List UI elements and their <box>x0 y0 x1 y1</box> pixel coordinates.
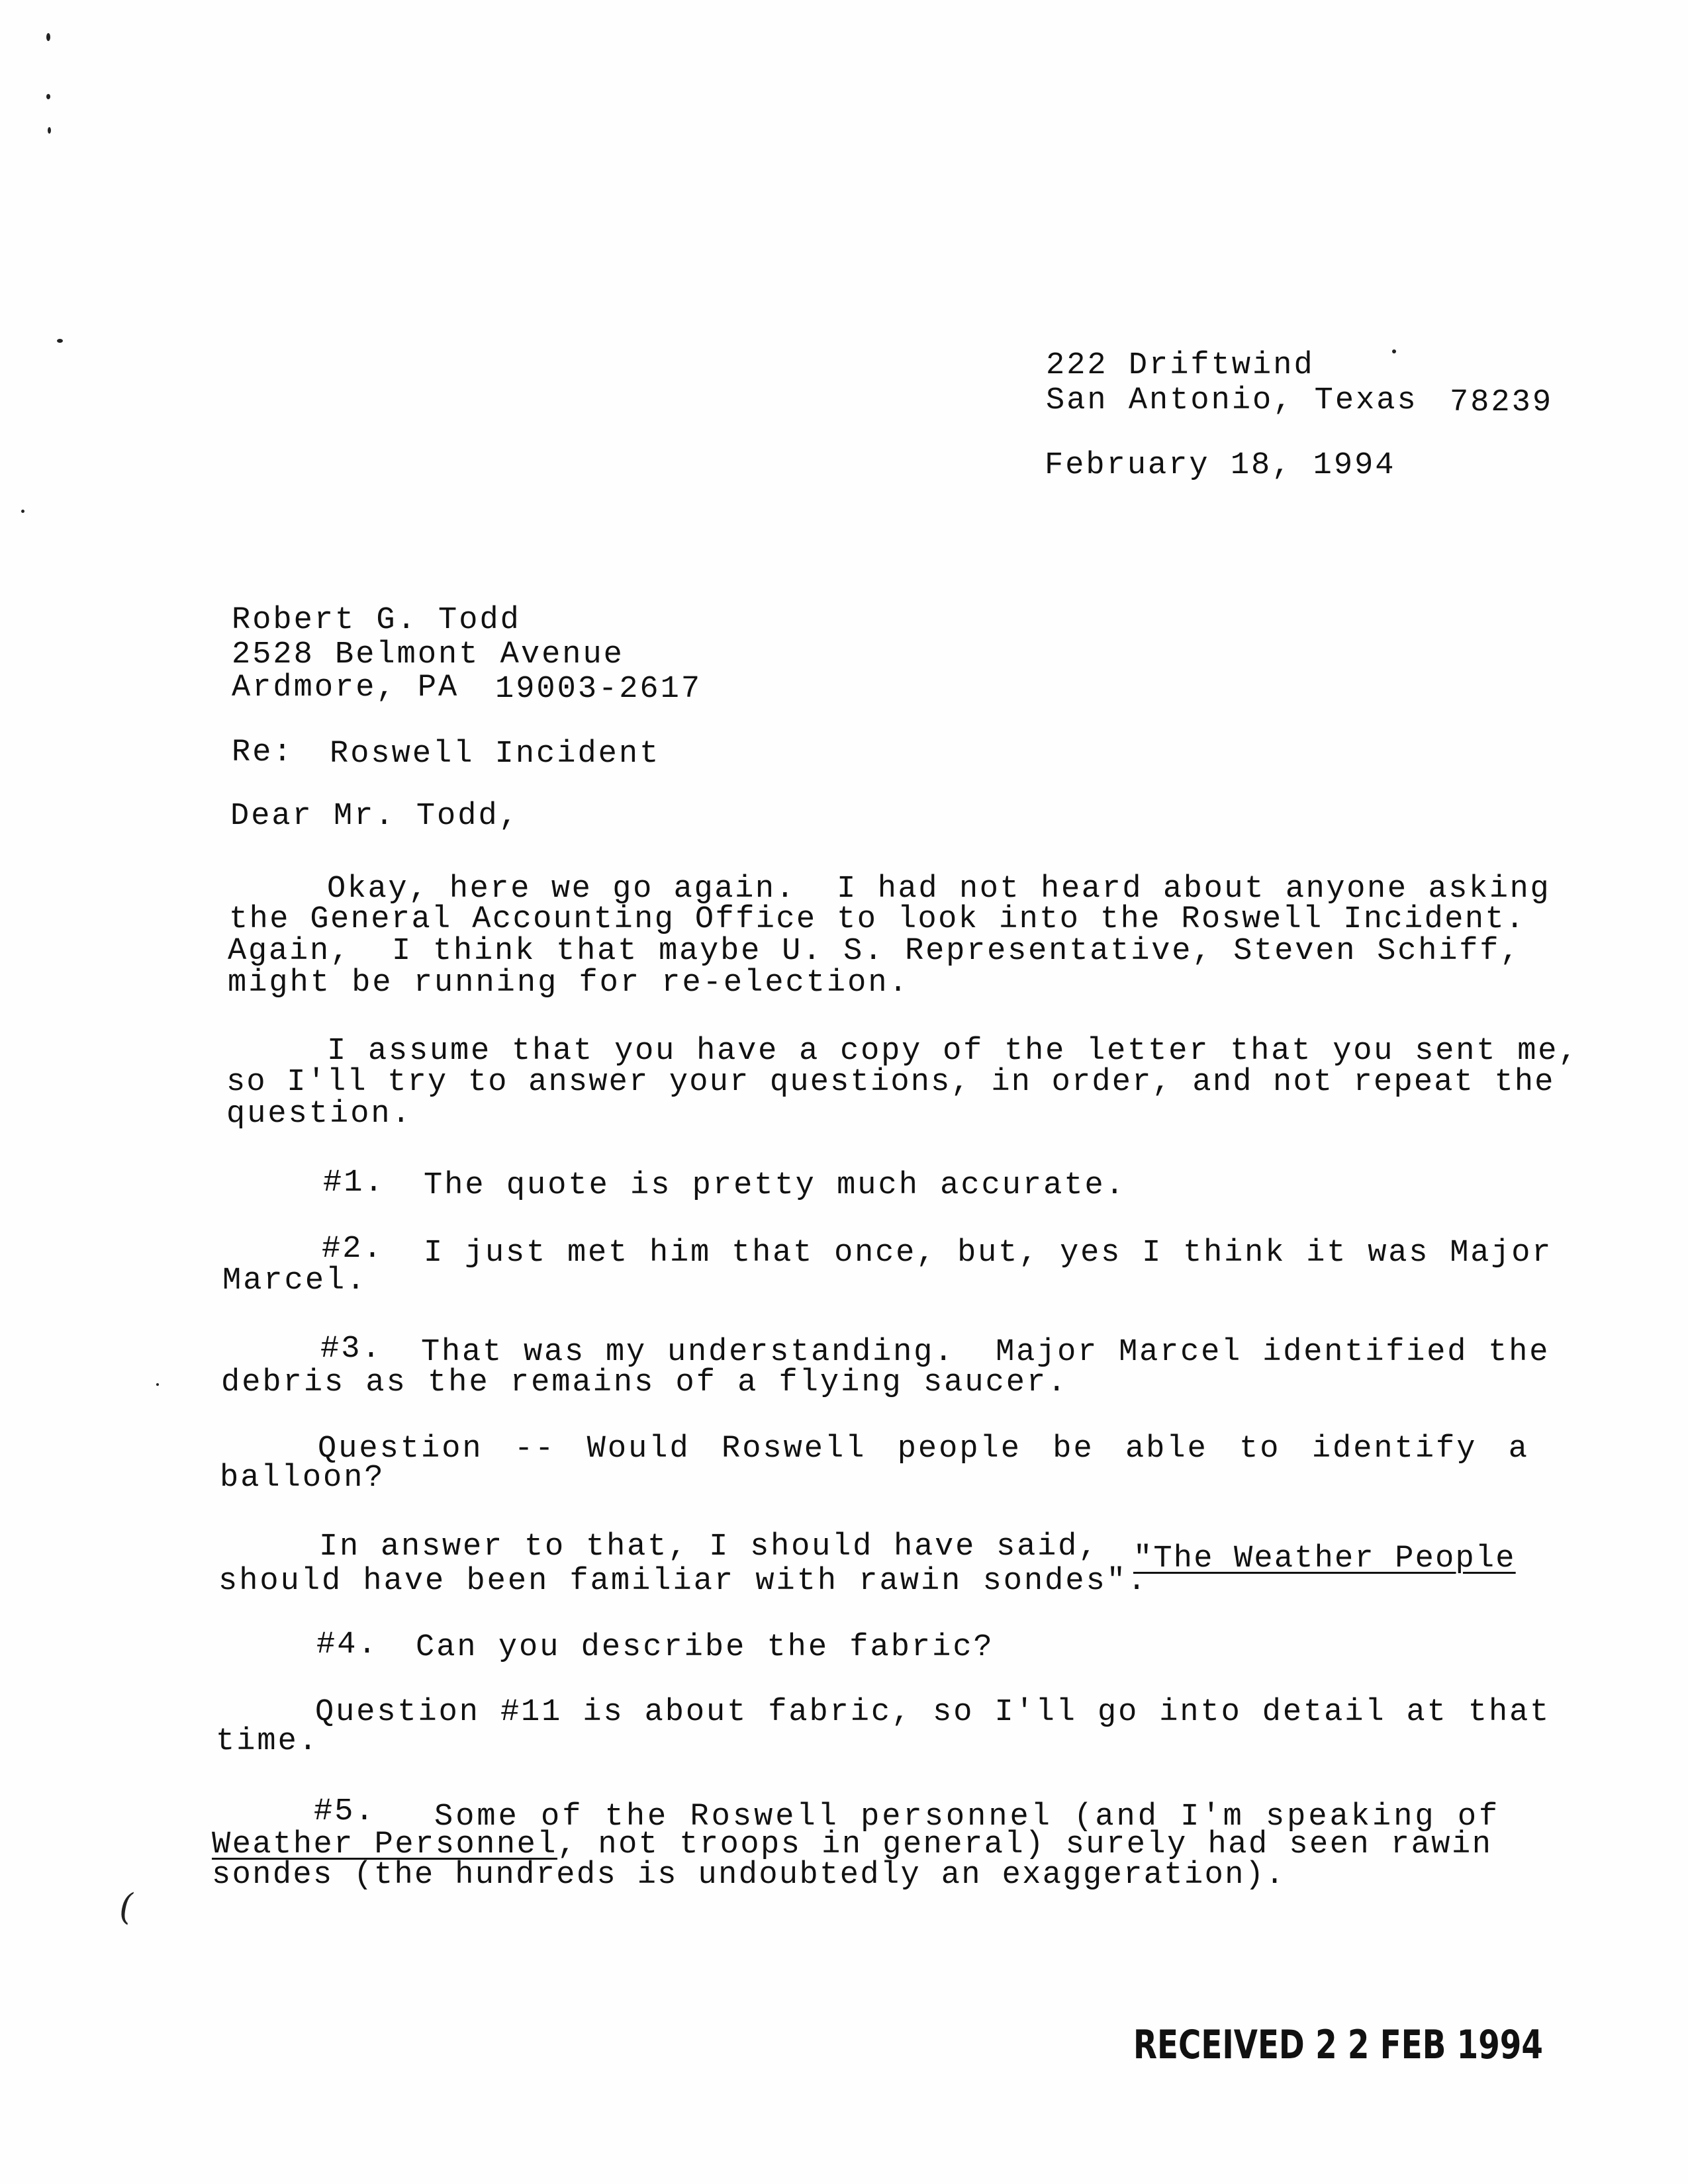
item-2-number: #2. <box>322 1232 384 1267</box>
recipient-zip: 19003-2617 <box>495 672 702 707</box>
item-4-number: #4. <box>316 1627 379 1662</box>
salutation: Dear Mr. Todd, <box>230 799 520 834</box>
balloon-question-line: balloon? <box>220 1461 385 1496</box>
sender-zip: 78239 <box>1450 385 1554 420</box>
paragraph-2-line: question. <box>226 1097 412 1132</box>
paragraph-1-line: the General Accounting Office to look into the Roswell Incident. <box>229 902 1526 937</box>
item-2-line: Marcel. <box>222 1263 367 1298</box>
paragraph-2-line: I assume that you have a copy of the letter that you sent me, <box>327 1034 1579 1069</box>
answer-line: In answer to that, I should have said, <box>319 1529 1100 1565</box>
scan-speck <box>156 1383 159 1386</box>
word: Question <box>318 1432 483 1467</box>
item-2-line: I just met him that once, but, yes I think it was Major <box>424 1236 1553 1271</box>
item-3-line: debris as the remains of a flying saucer. <box>221 1365 1068 1400</box>
sender-street: 222 Driftwind <box>1046 348 1315 383</box>
scan-speck <box>48 127 51 134</box>
item-3-number: #3. <box>320 1332 383 1367</box>
question-11-line: Question #11 is about fabric, so I'll go into detail at that <box>315 1695 1551 1730</box>
word: Roswell <box>721 1432 867 1467</box>
recipient-city-state: Ardmore, PA <box>232 670 459 705</box>
word: be <box>1053 1432 1094 1467</box>
answer-line: should have been familiar with rawin sondes". <box>218 1564 1149 1599</box>
re-subject: Roswell Incident <box>330 737 661 772</box>
word: people <box>897 1432 1021 1467</box>
item-1-text: The quote is pretty much accurate. <box>424 1168 1126 1203</box>
word: Would <box>586 1432 690 1467</box>
word: able <box>1125 1432 1208 1467</box>
margin-mark: ( <box>119 1886 134 1928</box>
item-5-number: #5. <box>314 1794 376 1829</box>
item-4-text: Can you describe the fabric? <box>416 1630 994 1665</box>
weather-personnel-underlined: Weather Personnel <box>212 1827 557 1862</box>
item-3-line: That was my understanding. Major Marcel identified the <box>421 1335 1550 1370</box>
scan-speck <box>46 94 50 99</box>
word: -- <box>514 1432 556 1467</box>
paragraph-1-line: might be running for re-election. <box>228 966 910 1001</box>
item-5-line: Some of the Roswell personnel (and I'm speaking of <box>434 1799 1501 1835</box>
letter-date: February 18, 1994 <box>1045 448 1396 483</box>
question-11-line: time. <box>216 1724 320 1759</box>
paragraph-2-line: so I'll try to answer your questions, in order, and not repeat the <box>226 1065 1555 1100</box>
word: to <box>1239 1432 1281 1467</box>
scan-speck <box>1392 349 1396 353</box>
received-stamp: RECEIVED 2 2 FEB 1994 <box>1133 2022 1543 2068</box>
paragraph-1-line: Again, I think that maybe U. S. Representative, Steven Schiff, <box>228 934 1521 969</box>
scan-speck <box>57 339 63 343</box>
item-5-line: sondes (the hundreds is undoubtedly an exaggeration). <box>212 1858 1286 1893</box>
recipient-name: Robert G. Todd <box>232 603 521 638</box>
word: a <box>1508 1432 1529 1467</box>
item-5-line-2-rest: , not troops in general) surely had seen rawin <box>557 1827 1493 1862</box>
paragraph-1-line: Okay, here we go again. I had not heard about anyone asking <box>327 872 1551 907</box>
sender-city-state: San Antonio, Texas <box>1046 383 1418 418</box>
re-label: Re: <box>232 735 294 770</box>
item-1-number: #1. <box>323 1165 385 1201</box>
answer-underlined-phrase: "The Weather People <box>1133 1541 1516 1576</box>
scan-speck <box>46 33 50 41</box>
scan-speck <box>21 510 24 513</box>
word: identify <box>1311 1432 1477 1467</box>
balloon-question-line <box>318 1432 1529 1467</box>
recipient-street: 2528 Belmont Avenue <box>232 637 624 672</box>
